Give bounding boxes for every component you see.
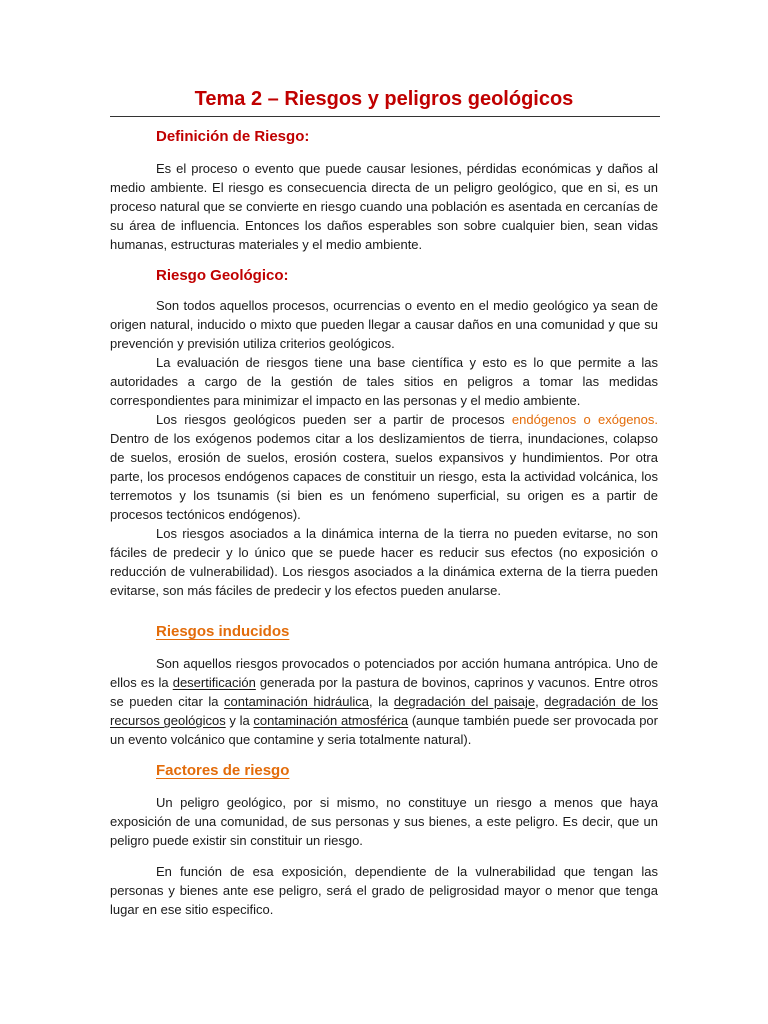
title-divider bbox=[110, 116, 660, 117]
heading-riesgos-inducidos: Riesgos inducidos bbox=[156, 623, 290, 640]
highlight-endogenos-exogenos: endógenos o exógenos. bbox=[511, 412, 658, 427]
paragraph-factores-1: Un peligro geológico, por si mismo, no constituye un riesgo a menos que haya exposición de una comunidad, de sus personas y sus bienes, a este peligro. Es decir, que un peligro puede existir sin constituir un riesgo. bbox=[110, 795, 658, 848]
text-span: Son aquellos riesgos provocados o potenciados por acción humana antrópica. Uno de ellos es la bbox=[110, 656, 658, 690]
paragraph-riesgo-geologico-3 bbox=[110, 410, 658, 524]
term-contaminacion-atmosferica: contaminación atmosférica bbox=[253, 713, 409, 728]
paragraph-riesgo-geologico-4: Los riesgos asociados a la dinámica interna de la tierra no pueden evitarse, no son fáciles de predecir y lo único que se puede hacer es reducir sus efectos (no exposición o reducción de vulnerabilidad). Los riesgos asociados a la dinámica externa de la tierra pueden evitarse, son más fáciles de predecir y los efectos pueden anularse. bbox=[110, 526, 658, 598]
paragraph-riesgos-inducidos bbox=[110, 654, 658, 749]
heading-riesgo-geologico: Riesgo Geológico: bbox=[156, 267, 289, 284]
text-span: Los riesgos geológicos pueden ser a partir de procesos bbox=[156, 412, 512, 427]
paragraph-factores-2: En función de esa exposición, dependiente de la vulnerabilidad que tengan las personas y bienes ante ese peligro, será el grado de peligrosidad mayor o menor que tenga lugar en ese sitio especifico. bbox=[110, 864, 658, 917]
paragraph-riesgo-geologico-1: Son todos aquellos procesos, ocurrencias o evento en el medio geológico ya sean de origen natural, inducido o mixto que pueden llegar a causar daños en una comunidad y que su prevención y previsión utiliza criterios geológicos. bbox=[110, 298, 658, 351]
term-degradacion-paisaje: degradación del paisaje bbox=[393, 694, 536, 709]
term-contaminacion-hidraulica: contaminación hidráulica bbox=[224, 694, 370, 709]
term-desertificacion: desertificación bbox=[172, 675, 256, 690]
text-span: Dentro de los exógenos podemos citar a los deslizamientos de tierra, inundaciones, colapso de suelos, erosión de suelos, erosión costera, suelos expansivos y hundimientos. Por otra parte, los procesos endógenos capaces de constituir un riesgo, esta la actividad volcánica, los terremotos y los tsunamis (si bien es un fenómeno superficial, su origen es a partir de procesos tectónicos endógenos). bbox=[110, 431, 658, 522]
term-degradacion-recursos: degradación de los recursos geológicos bbox=[110, 694, 659, 728]
paragraph-definicion: Es el proceso o evento que puede causar lesiones, pérdidas económicas y daños al medio ambiente. El riesgo es consecuencia directa de un peligro geológico, que en si, es un proceso natural que se convierte en riesgo cuando una población es asentada en cercanías de su área de influencia. Entonces los daños esperables son sobre cualquier bien, sean vidas humanas, estructuras materiales y el medio ambiente. bbox=[110, 161, 658, 252]
heading-factores-riesgo: Factores de riesgo bbox=[156, 762, 290, 779]
text-span: y la bbox=[225, 713, 254, 728]
text-span: , la bbox=[369, 694, 394, 709]
text-span: (aunque también puede ser provocada por un evento volcánico que contamine y seria totalmente natural). bbox=[110, 713, 658, 747]
text-span: , bbox=[535, 694, 545, 709]
paragraph-riesgo-geologico-2: La evaluación de riesgos tiene una base científica y esto es lo que permite a las autoridades a cargo de la gestión de tales sitios en peligros a tomar las medidas correspondientes para minimizar el impacto en las personas y el medio ambiente. bbox=[110, 355, 658, 408]
text-span: generada por la pastura de bovinos, caprinos y vacunos. Entre otros se pueden citar la bbox=[110, 675, 659, 709]
heading-definicion-riesgo: Definición de Riesgo: bbox=[156, 128, 310, 145]
page-title: Tema 2 – Riesgos y peligros geológicos bbox=[194, 88, 574, 110]
